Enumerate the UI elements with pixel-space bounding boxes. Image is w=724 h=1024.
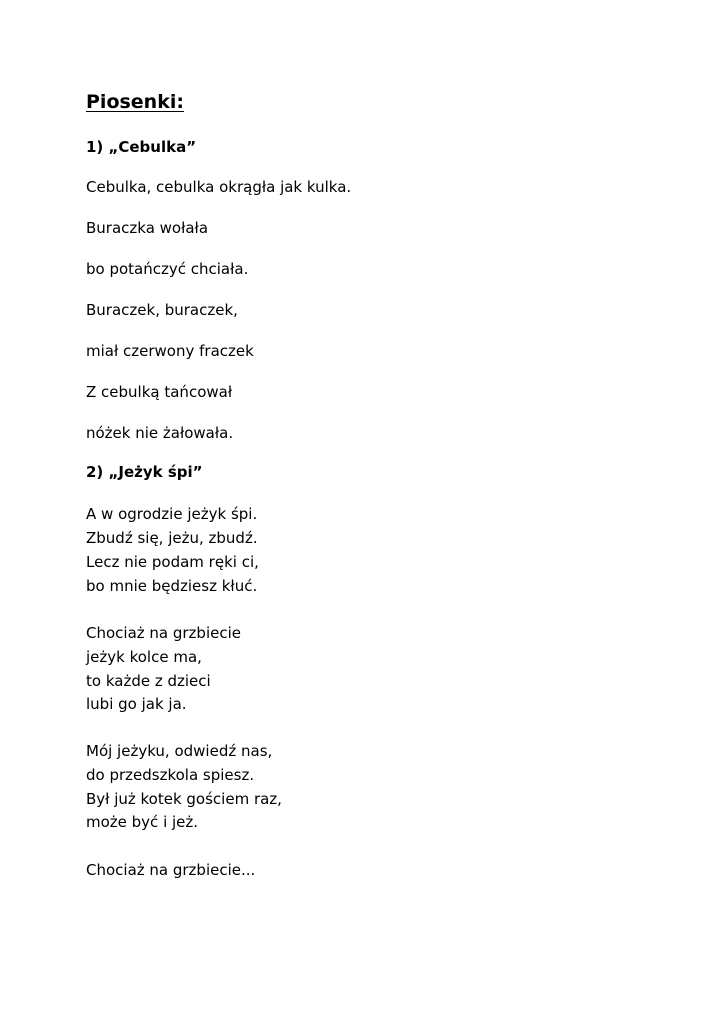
song2-line: lubi go jak ja. — [86, 695, 187, 713]
song1-line: Buraczek, buraczek, — [86, 301, 238, 319]
song1-line: nóżek nie żałowała. — [86, 424, 234, 442]
song2-heading: 2) „Jeżyk śpi” — [86, 463, 203, 481]
song2-line: Był już kotek gościem raz, — [86, 790, 282, 808]
song2-line: Zbudź się, jeżu, zbudź. — [86, 529, 258, 547]
song2-line: jeżyk kolce ma, — [86, 648, 202, 666]
song2-line: do przedszkola spiesz. — [86, 766, 255, 784]
page-title: Piosenki: — [86, 91, 184, 113]
song2-line: Chociaż na grzbiecie — [86, 624, 241, 642]
song2-line: bo mnie będziesz kłuć. — [86, 577, 258, 595]
song1-line: Z cebulką tańcował — [86, 383, 233, 401]
song1-heading: 1) „Cebulka” — [86, 138, 197, 156]
song2-line: Lecz nie podam ręki ci, — [86, 553, 259, 571]
song1-line: Cebulka, cebulka okrągła jak kulka. — [86, 178, 352, 196]
song1-line: bo potańczyć chciała. — [86, 260, 249, 278]
song1-line: Buraczka wołała — [86, 219, 209, 237]
song2-refrain: Chociaż na grzbiecie... — [86, 861, 256, 879]
song2-line: Mój jeżyku, odwiedź nas, — [86, 742, 273, 760]
song2-line: może być i jeż. — [86, 813, 199, 831]
song2-line: A w ogrodzie jeżyk śpi. — [86, 505, 258, 523]
song1-line: miał czerwony fraczek — [86, 342, 254, 360]
song2-line: to każde z dzieci — [86, 672, 211, 690]
